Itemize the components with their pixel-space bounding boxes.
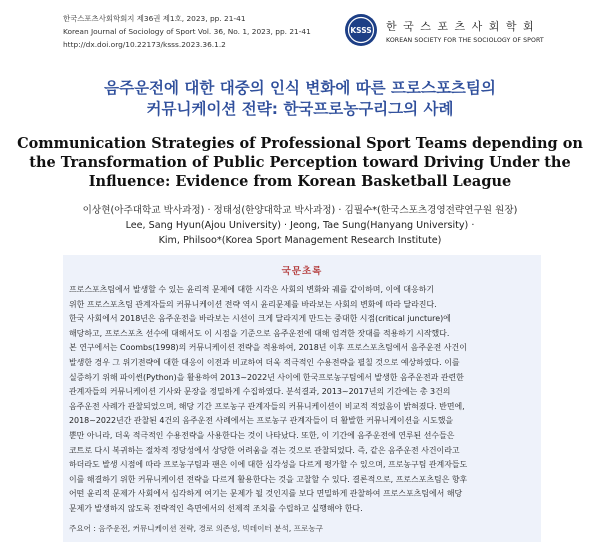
keywords bbox=[69, 523, 323, 534]
title-english-line: Influence: Evidence from Korean Basketball League bbox=[88, 173, 512, 190]
keywords-label: 주요어 : bbox=[69, 524, 96, 533]
abstract-line: 본 연구에서는 Coombs(1998)의 커뮤니케이션 전략을 적용하여, 2018년 이후 프로스포츠팀에서 음주운전 사건이 bbox=[69, 343, 467, 353]
abstract-line: 실증하기 위해 파이썬(Python)을 활용하여 2013~2022년 사이에 한국프로농구팀에서 발생한 음주운전과 관련한 bbox=[69, 372, 464, 382]
abstract-line: 이를 해결하기 위한 커뮤니케이션 전략을 다르게 활용한다는 것을 고찰할 수 있다. 결론적으로, 프로스포츠팀은 향후 bbox=[69, 474, 468, 484]
abstract-line: 어떤 윤리적 문제가 사회에서 심각하게 여기는 문제가 될 것인지를 보다 면밀하게 관찰하여 프로스포츠팀에서 해당 bbox=[69, 489, 463, 499]
society-name-ko: 한국스포츠사회학회 bbox=[386, 20, 541, 33]
abstract-box bbox=[63, 255, 541, 542]
journal-citation-en: Korean Journal of Sociology of Sport Vol. 36, No. 1, 2023, pp. 21-41 bbox=[63, 27, 311, 36]
abstract-line: 한국 사회에서 2018년은 음주운전을 바라보는 시선이 크게 달라지게 만드는 중대한 시점(critical juncture)에 bbox=[69, 314, 451, 324]
abstract-line: 해당하고, 프로스포츠 선수에 대해서도 이 시점을 기준으로 음주운전에 대해 엄격한 잣대를 적용하기 시작했다. bbox=[69, 328, 450, 338]
abstract-heading: 국문초록 bbox=[281, 266, 323, 277]
authors-english: Lee, Sang Hyun(Ajou University) · Jeong, Tae Sung(Hanyang University) · bbox=[125, 220, 475, 231]
society-logo-icon bbox=[344, 13, 378, 47]
abstract-line: 음주운전 사례가 관찰되었으며, 해당 기간 프로농구 관계자들의 커뮤니케이션이 비교적 적었음이 밝혀졌다. 반면에, bbox=[69, 401, 465, 411]
abstract-line: 프로스포츠팀에서 발생할 수 있는 윤리적 문제에 대한 시각은 사회의 변화와 궤를 같이하며, 이에 대응하기 bbox=[69, 285, 435, 294]
title-korean-line: 커뮤니케이션 전략: 한국프로농구리그의 사례 bbox=[146, 100, 454, 118]
abstract-line: 코트로 다시 복귀하는 절차적 정당성에서 상당한 어려움을 겪는 것으로 관찰되었다. 즉, 같은 음주운전 사건이라고 bbox=[69, 445, 460, 455]
abstract-body bbox=[69, 283, 537, 517]
authors-korean: 이상현(아주대학교 박사과정) · 정태성(한양대학교 박사과정) · 김필수*(한국스포츠경영전략연구원 원장) bbox=[82, 205, 518, 216]
journal-info bbox=[63, 12, 311, 51]
abstract-line: 관계자들의 커뮤니케이션 기사와 문장을 정밀하게 수집하였다. 분석결과, 2013~2017년의 기간에는 총 3건의 bbox=[69, 387, 451, 397]
abstract-line: 2018~2022년간 관찰된 4건의 음주운전 사례에서는 프로농구 관계자들이 더 활발한 커뮤니케이션을 시도했을 bbox=[69, 416, 454, 426]
society-logo-text: KSSS bbox=[350, 26, 372, 35]
journal-header bbox=[0, 0, 600, 56]
title-english bbox=[0, 134, 600, 191]
abstract-line: 문제가 발생하지 않도록 전략적인 측면에서의 선제적 조치를 수립하고 실행해야 한다. bbox=[69, 503, 363, 513]
journal-citation-ko: 한국스포츠사회학회지 제36권 제1호, 2023, pp. 21-41 bbox=[63, 14, 246, 23]
society-banner bbox=[344, 12, 574, 52]
abstract-line: 뿐만 아니라, 더욱 적극적인 수용전략을 사용한다는 것이 나타났다. 또한, 이 기간에 음주운전에 연루된 선수들은 bbox=[69, 430, 455, 440]
title-english-line: Communication Strategies of Professional Sport Teams depending on bbox=[17, 135, 583, 152]
abstract-line: 하더라도 발생 시점에 따라 프로농구팀과 팬은 이에 대한 심각성을 다르게 평가할 수 있으며, 프로농구팀 관계자들도 bbox=[69, 460, 468, 470]
title-korean bbox=[0, 78, 600, 120]
journal-doi-link[interactable]: http://dx.doi.org/10.22173/ksss.2023.36.1.2 bbox=[63, 40, 226, 49]
keywords-values: 음주운전, 커뮤니케이션 전략, 경로 의존성, 빅데이터 분석, 프로농구 bbox=[98, 524, 324, 533]
abstract-line: 발생한 경우 그 위기전략에 대한 대응이 이전과 비교하여 더욱 적극적인 수용전략을 펼칠 것으로 예상하였다. 이를 bbox=[69, 357, 460, 367]
abstract-line: 위한 프로스포츠팀 관계자들의 커뮤니케이션 전략 역시 윤리문제를 바라보는 사회의 변화에 따라 달라진다. bbox=[69, 299, 437, 309]
author-list bbox=[0, 203, 600, 248]
title-english-line: the Transformation of Public Perception toward Driving Under the bbox=[29, 154, 571, 171]
title-korean-line: 음주운전에 대한 대중의 인식 변화에 따른 프로스포츠팀의 bbox=[104, 79, 496, 97]
society-name-en: KOREAN SOCIETY FOR THE SOCIOLOGY OF SPORT bbox=[386, 37, 544, 44]
authors-english: Kim, Philsoo*(Korea Sport Management Research Institute) bbox=[158, 235, 442, 246]
